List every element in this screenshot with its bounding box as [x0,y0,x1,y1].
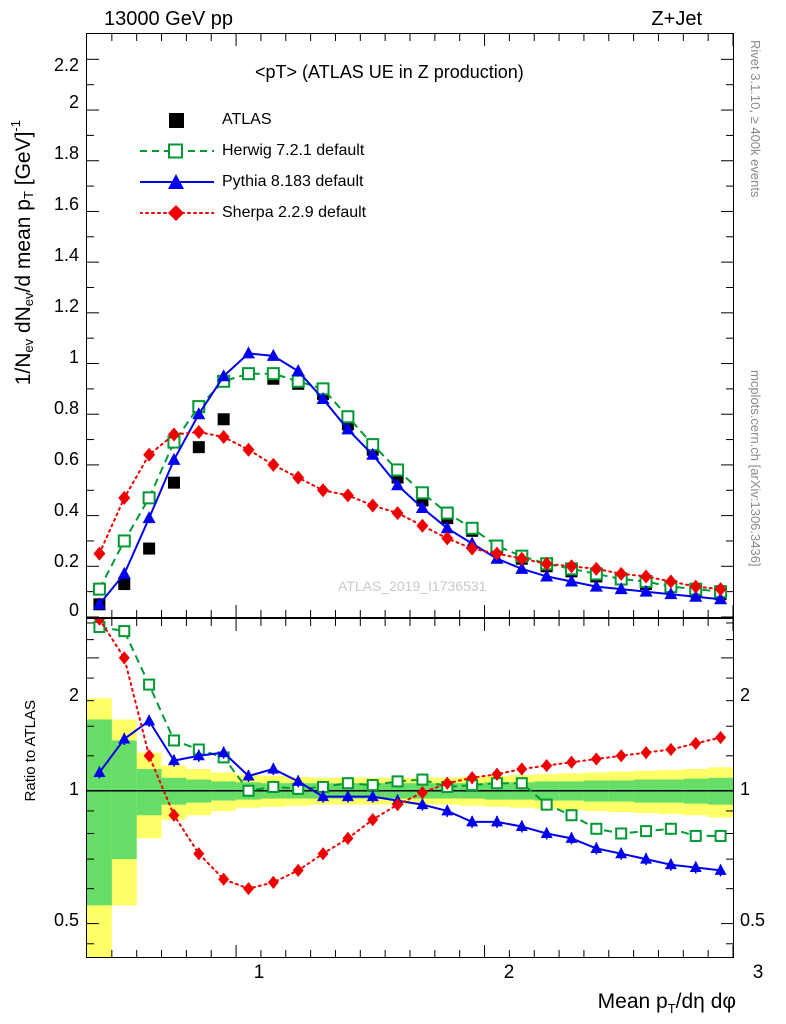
main-y-axis-title: $1/N_{ev}$ $dN_{ev}/d$ mean $p_T$ [GeV]$^{-1}$ [8,120,37,386]
ratio-plot-panel [86,618,734,958]
main-ytick-11: 2.2 [53,55,79,75]
main-ytick-10: 2 [68,92,79,112]
legend-item-sherpa[interactable] [140,197,366,228]
legend-marker-pythia [140,172,214,192]
legend-label-atlas: ATLAS [222,110,272,128]
main-ytick-2: 0.4 [53,500,79,520]
mcplots-reference-label: mcplots.cern.ch [arXiv:1306.3436] [748,370,763,567]
ratio-ytick-right-1: 1 [740,779,751,799]
legend-marker-herwig [140,141,214,161]
ratio-plot-svg [87,619,733,957]
main-ytick-6: 1.2 [53,296,79,316]
header-left-label: 13000 GeV pp [104,8,233,30]
legend-item-atlas[interactable] [140,104,366,135]
main-ytick-7: 1.4 [53,245,79,265]
xtick-3: 3 [752,962,764,983]
legend-marker-atlas [140,110,214,130]
xtick-1: 1 [253,962,265,983]
plot-title: <pT> (ATLAS UE in Z production) [255,62,524,82]
main-ytick-4: 0.8 [53,398,79,418]
x-axis-title: Mean $p_T/d\eta$ dφ [597,989,736,1016]
main-ytick-0: 0 [68,600,79,620]
main-ytick-5: 1 [68,347,79,367]
main-ytick-1: 0.2 [53,551,79,571]
dataset-watermark: ATLAS_2019_I1736531 [338,578,487,594]
ratio-ytick-2: 2 [68,685,79,705]
header-right-label: Z+Jet [651,8,702,30]
ratio-ytick-0: 0.5 [53,910,79,930]
ratio-ytick-1: 1 [68,779,79,799]
legend-label-pythia: Pythia 8.183 default [222,172,364,190]
rivet-version-label: Rivet 3.1.10, ≥ 400k events [748,40,763,198]
legend-item-pythia[interactable] [140,166,366,197]
legend [140,104,366,228]
ratio-y-axis-title: Ratio to ATLAS [22,700,39,802]
legend-marker-sherpa [140,203,214,223]
main-ytick-8: 1.6 [53,194,79,214]
legend-label-herwig: Herwig 7.2.1 default [222,141,365,159]
main-ytick-9: 1.8 [53,143,79,163]
legend-label-sherpa: Sherpa 2.2.9 default [222,203,367,221]
ratio-ytick-right-2: 2 [740,685,751,705]
ratio-ytick-right-0: 0.5 [740,910,766,930]
legend-item-herwig[interactable] [140,135,366,166]
main-ytick-3: 0.6 [53,449,79,469]
xtick-2: 2 [503,962,515,983]
